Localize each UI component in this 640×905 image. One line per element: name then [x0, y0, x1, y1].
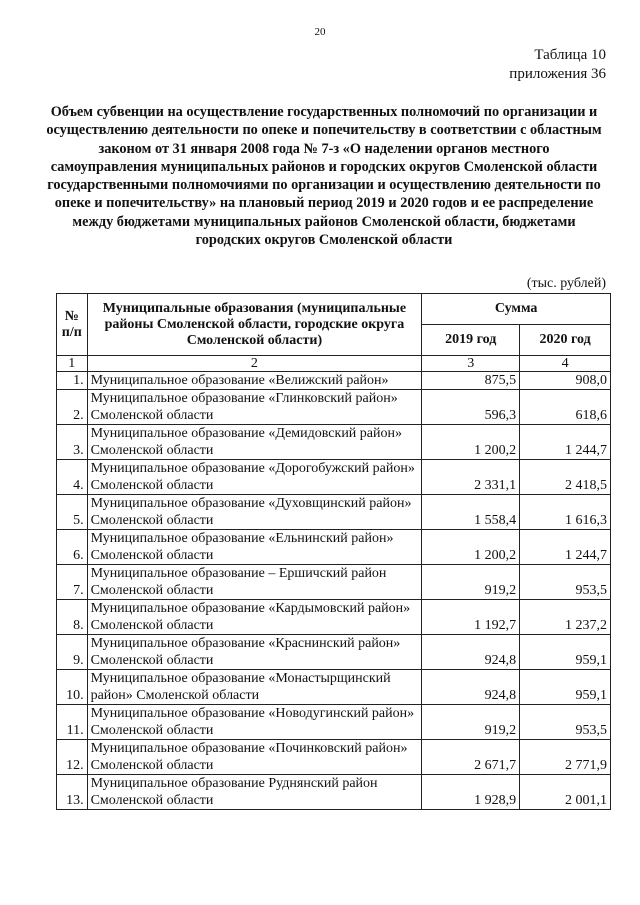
table-body — [57, 372, 611, 810]
municipality-name: Муниципальное образование «Духовщинский район» Смоленской области — [87, 495, 422, 530]
table-row — [57, 390, 611, 425]
column-number-row — [57, 356, 611, 372]
table-header-row — [57, 294, 611, 325]
row-number: 6. — [57, 530, 88, 565]
municipality-name: Муниципальное образование «Новодугинский район» Смоленской области — [87, 705, 422, 740]
column-number: 2 — [87, 356, 422, 372]
allocation-table — [56, 293, 611, 810]
row-number: 12. — [57, 740, 88, 775]
municipality-name: Муниципальное образование «Глинковский район» Смоленской области — [87, 390, 422, 425]
amount-2019: 1 192,7 — [422, 600, 520, 635]
amount-2020: 959,1 — [520, 635, 611, 670]
amount-2020: 953,5 — [520, 705, 611, 740]
row-number: 1. — [57, 372, 88, 390]
municipality-name: Муниципальное образование «Велижский район» — [87, 372, 422, 390]
amount-2020: 959,1 — [520, 670, 611, 705]
table-reference-line2: приложения 36 — [509, 66, 606, 82]
amount-2020: 1 244,7 — [520, 425, 611, 460]
table-row — [57, 565, 611, 600]
header-year-2020: 2020 год — [520, 325, 611, 356]
table-row — [57, 372, 611, 390]
row-number: 10. — [57, 670, 88, 705]
table-row — [57, 425, 611, 460]
amount-2019: 875,5 — [422, 372, 520, 390]
table-row — [57, 495, 611, 530]
header-year-2019: 2019 год — [422, 325, 520, 356]
amount-2019: 2 331,1 — [422, 460, 520, 495]
amount-2019: 924,8 — [422, 635, 520, 670]
amount-2019: 919,2 — [422, 705, 520, 740]
municipality-name: Муниципальное образование Руднянский район Смоленской области — [87, 775, 422, 810]
column-number: 3 — [422, 356, 520, 372]
row-number: 13. — [57, 775, 88, 810]
table-reference — [509, 46, 606, 84]
row-number: 4. — [57, 460, 88, 495]
table-row — [57, 775, 611, 810]
table-reference-line1: Таблица 10 — [534, 47, 606, 63]
municipality-name: Муниципальное образование «Монастырщинский район» Смоленской области — [87, 670, 422, 705]
amount-2020: 1 244,7 — [520, 530, 611, 565]
document-title: Объем субвенции на осуществление государственных полномочий по организации и осуществлению деятельности по опеке и попечительству в соответствии с областным законом от 31 января 2008 года № 7-з «О наделении органов местного самоуправления муниципальных районов и городских округов Смоленской области государственными полномочиями по организации и осуществлению деятельности по опеке и попечительству» на плановый период 2019 и 2020 годов и ее распределение между бюджетами муниципальных районов Смоленской области, бюджетами городских округов Смоленской области — [46, 104, 602, 249]
amount-2019: 596,3 — [422, 390, 520, 425]
row-number: 11. — [57, 705, 88, 740]
amount-2020: 953,5 — [520, 565, 611, 600]
amount-2020: 2 418,5 — [520, 460, 611, 495]
table-row — [57, 740, 611, 775]
municipality-name: Муниципальное образование «Ельнинский район» Смоленской области — [87, 530, 422, 565]
amount-2019: 1 558,4 — [422, 495, 520, 530]
amount-2020: 1 237,2 — [520, 600, 611, 635]
amount-2020: 908,0 — [520, 372, 611, 390]
row-number: 8. — [57, 600, 88, 635]
amount-2019: 1 200,2 — [422, 530, 520, 565]
table-row — [57, 635, 611, 670]
amount-2019: 2 671,7 — [422, 740, 520, 775]
amount-2020: 2 001,1 — [520, 775, 611, 810]
row-number: 5. — [57, 495, 88, 530]
header-municipality: Муниципальные образования (муниципальные районы Смоленской области, городские округа Смоленской области) — [87, 294, 422, 356]
municipality-name: Муниципальное образование «Краснинский район» Смоленской области — [87, 635, 422, 670]
header-sum: Сумма — [422, 294, 611, 325]
amount-2020: 618,6 — [520, 390, 611, 425]
table-row — [57, 670, 611, 705]
amount-2019: 919,2 — [422, 565, 520, 600]
municipality-name: Муниципальное образование «Кардымовский район» Смоленской области — [87, 600, 422, 635]
row-number: 9. — [57, 635, 88, 670]
row-number: 3. — [57, 425, 88, 460]
column-number: 1 — [57, 356, 88, 372]
table-row — [57, 460, 611, 495]
municipality-name: Муниципальное образование «Починковский район» Смоленской области — [87, 740, 422, 775]
header-number: № п/п — [57, 294, 88, 356]
amount-2020: 1 616,3 — [520, 495, 611, 530]
municipality-name: Муниципальное образование – Ершичский район Смоленской области — [87, 565, 422, 600]
column-number: 4 — [520, 356, 611, 372]
units-label: (тыс. рублей) — [526, 276, 606, 291]
amount-2020: 2 771,9 — [520, 740, 611, 775]
municipality-name: Муниципальное образование «Дорогобужский район» Смоленской области — [87, 460, 422, 495]
row-number: 2. — [57, 390, 88, 425]
table-row — [57, 705, 611, 740]
amount-2019: 1 928,9 — [422, 775, 520, 810]
municipality-name: Муниципальное образование «Демидовский район» Смоленской области — [87, 425, 422, 460]
page-number: 20 — [314, 26, 326, 38]
table-row — [57, 600, 611, 635]
amount-2019: 924,8 — [422, 670, 520, 705]
amount-2019: 1 200,2 — [422, 425, 520, 460]
table-row — [57, 530, 611, 565]
row-number: 7. — [57, 565, 88, 600]
